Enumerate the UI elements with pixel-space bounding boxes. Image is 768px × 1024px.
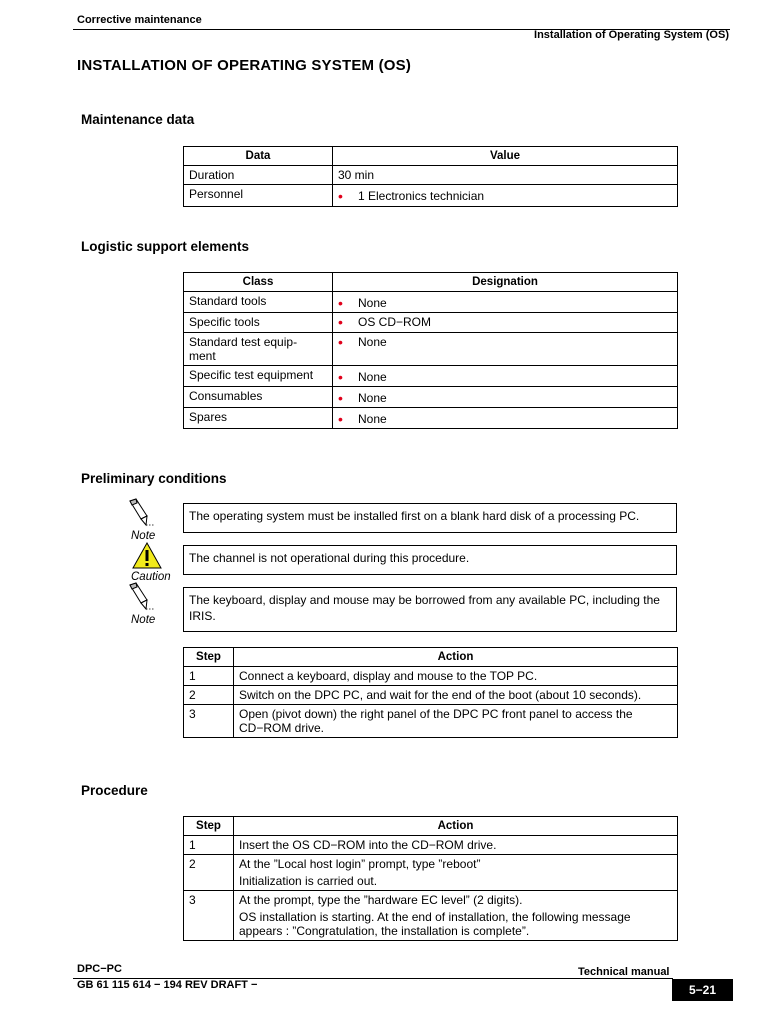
cell-step: 3 (184, 705, 234, 738)
designation-text: None (358, 335, 387, 349)
cell-class: Consumables (184, 387, 333, 408)
table-row (184, 292, 678, 313)
caution-label: Caution (131, 571, 171, 583)
table-row (184, 667, 678, 686)
designation-text: None (358, 296, 387, 310)
bullet-icon: • (338, 295, 343, 311)
class-text: Standard test equip-ment (189, 335, 298, 363)
page-number: 5−21 (672, 979, 733, 1001)
cell-step: 3 (184, 891, 234, 941)
col-step: Step (184, 648, 234, 667)
result-text: Initialization is carried out. (239, 874, 378, 888)
col-designation: Designation (333, 273, 678, 292)
header-chapter-title: Installation of Operating System (OS) (534, 29, 729, 41)
cell-class: Specific test equipment (184, 366, 333, 387)
bullet-icon: • (338, 188, 343, 204)
procedure-heading: Procedure (81, 783, 148, 798)
result-text: OS installation is starting. At the end of installation, the following message appears : ”Congratulation, the installation is complete”. (239, 910, 631, 938)
table-row (184, 166, 678, 185)
table-row (184, 185, 678, 207)
cell-step: 2 (184, 686, 234, 705)
cell-data: Duration (184, 166, 333, 185)
bullet-icon: • (338, 411, 343, 427)
table-row (184, 408, 678, 429)
table-row (184, 366, 678, 387)
designation-text: None (358, 370, 387, 384)
cell-class: Spares (184, 408, 333, 429)
cell-action: Open (pivot down) the right panel of the DPC PC front panel to access the CD−ROM drive. (234, 705, 678, 738)
note-label: Note (131, 530, 156, 542)
designation-text: None (358, 391, 387, 405)
pencil-note-icon (125, 582, 159, 614)
maintenance-table (183, 146, 678, 207)
footer-manual: Technical manual (578, 966, 670, 978)
cell-step: 2 (184, 855, 234, 891)
note-label: Note (131, 614, 156, 626)
value-text: 1 Electronics technician (358, 189, 485, 203)
header-section-title: Corrective maintenance (77, 14, 202, 26)
cell-action: Connect a keyboard, display and mouse to the TOP PC. (234, 667, 678, 686)
cell-designation (333, 408, 678, 429)
cell-designation (333, 387, 678, 408)
cell-class (184, 333, 333, 366)
col-value: Value (333, 147, 678, 166)
cell-action (234, 891, 678, 941)
footer-product: DPC−PC (77, 963, 122, 975)
cell-action: Switch on the DPC PC, and wait for the end of the boot (about 10 seconds). (234, 686, 678, 705)
table-row (184, 891, 678, 941)
table-row (184, 686, 678, 705)
cell-step: 1 (184, 667, 234, 686)
preliminary-steps-table (183, 647, 678, 738)
table-row (184, 387, 678, 408)
cell-step: 1 (184, 836, 234, 855)
cell-designation (333, 333, 678, 366)
col-class: Class (184, 273, 333, 292)
pencil-note-icon (125, 498, 159, 530)
cell-class: Standard tools (184, 292, 333, 313)
note-box: The keyboard, display and mouse may be borrowed from any available PC, including the IRIS. (183, 587, 677, 632)
maintenance-heading: Maintenance data (81, 112, 195, 127)
footer-doc-ref: GB 61 115 614 − 194 REV DRAFT − (77, 979, 258, 991)
bullet-icon: • (338, 369, 343, 385)
table-row (184, 705, 678, 738)
cell-action (234, 855, 678, 891)
bullet-icon: • (338, 334, 343, 350)
cell-action: Insert the OS CD−ROM into the CD−ROM drive. (234, 836, 678, 855)
designation-text: OS CD−ROM (358, 315, 432, 329)
col-action: Action (234, 817, 678, 836)
logistic-heading: Logistic support elements (81, 239, 250, 254)
preliminary-heading: Preliminary conditions (81, 471, 227, 486)
bullet-icon: • (338, 314, 343, 330)
table-row (184, 855, 678, 891)
caution-warning-icon (132, 542, 162, 570)
page-title: INSTALLATION OF OPERATING SYSTEM (OS) (77, 57, 412, 74)
col-step: Step (184, 817, 234, 836)
table-row (184, 313, 678, 333)
cell-designation (333, 366, 678, 387)
table-row (184, 333, 678, 366)
cell-designation (333, 313, 678, 333)
col-action: Action (234, 648, 678, 667)
procedure-table (183, 816, 678, 941)
cell-value (333, 185, 678, 207)
cell-data: Personnel (184, 185, 333, 207)
cell-class: Specific tools (184, 313, 333, 333)
action-text: At the prompt, type the ”hardware EC level” (2 digits). (239, 893, 523, 907)
cell-value: 30 min (333, 166, 678, 185)
action-text: At the ”Local host login” prompt, type ”reboot” (239, 857, 481, 871)
logistic-table (183, 272, 678, 429)
caution-box: The channel is not operational during this procedure. (183, 545, 677, 575)
cell-designation (333, 292, 678, 313)
note-box: The operating system must be installed first on a blank hard disk of a processing PC. (183, 503, 677, 533)
bullet-icon: • (338, 390, 343, 406)
designation-text: None (358, 412, 387, 426)
table-row (184, 836, 678, 855)
col-data: Data (184, 147, 333, 166)
